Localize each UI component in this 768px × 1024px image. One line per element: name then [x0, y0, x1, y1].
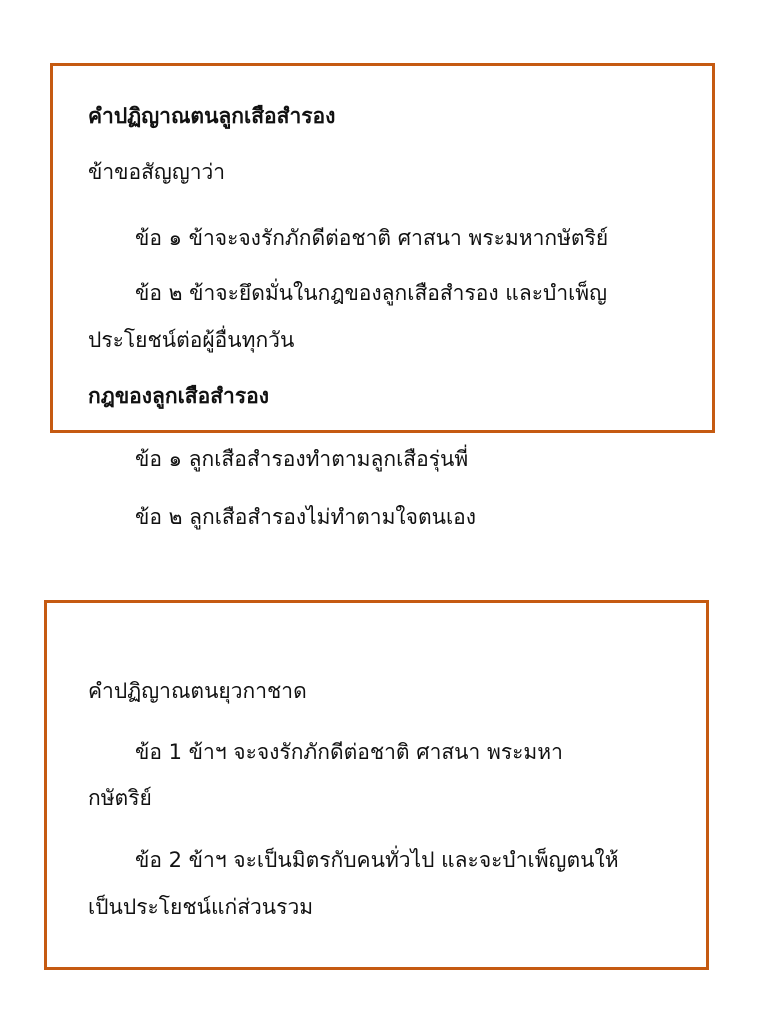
- red-cross-youth-item-1-line-2: กษัตริย์: [88, 786, 152, 810]
- cub-scout-pledge-intro: ข้าขอสัญญาว่า: [88, 160, 226, 184]
- red-cross-youth-item-2-line-1: ข้อ 2 ข้าฯ จะเป็นมิตรกับคนทั่วไป และจะบำเพ็ญตนให้: [135, 848, 619, 872]
- cub-scout-pledge-item-1: ข้อ ๑ ข้าจะจงรักภักดีต่อชาติ ศาสนา พระมหากษัตริย์: [135, 226, 609, 250]
- red-cross-youth-item-2-line-2: เป็นประโยชน์แก่ส่วนรวม: [88, 895, 314, 919]
- cub-scout-pledge-item-2-line-2: ประโยชน์ต่อผู้อื่นทุกวัน: [88, 328, 295, 352]
- red-cross-youth-pledge-title: คำปฏิญาณตนยุวกาชาด: [88, 679, 307, 703]
- cub-scout-rules-title: กฎของลูกเสือสำรอง: [88, 384, 269, 408]
- cub-scout-pledge-title: คำปฏิญาณตนลูกเสือสำรอง: [88, 104, 336, 128]
- cub-scout-rule-1: ข้อ ๑ ลูกเสือสำรองทำตามลูกเสือรุ่นพี่: [135, 447, 469, 471]
- cub-scout-rule-2: ข้อ ๒ ลูกเสือสำรองไม่ทำตามใจตนเอง: [135, 505, 477, 529]
- cub-scout-pledge-item-2-line-1: ข้อ ๒ ข้าจะยึดมั่นในกฎของลูกเสือสำรอง และบำเพ็ญ: [135, 281, 608, 305]
- red-cross-youth-item-1-line-1: ข้อ 1 ข้าฯ จะจงรักภักดีต่อชาติ ศาสนา พระมหา: [135, 740, 563, 764]
